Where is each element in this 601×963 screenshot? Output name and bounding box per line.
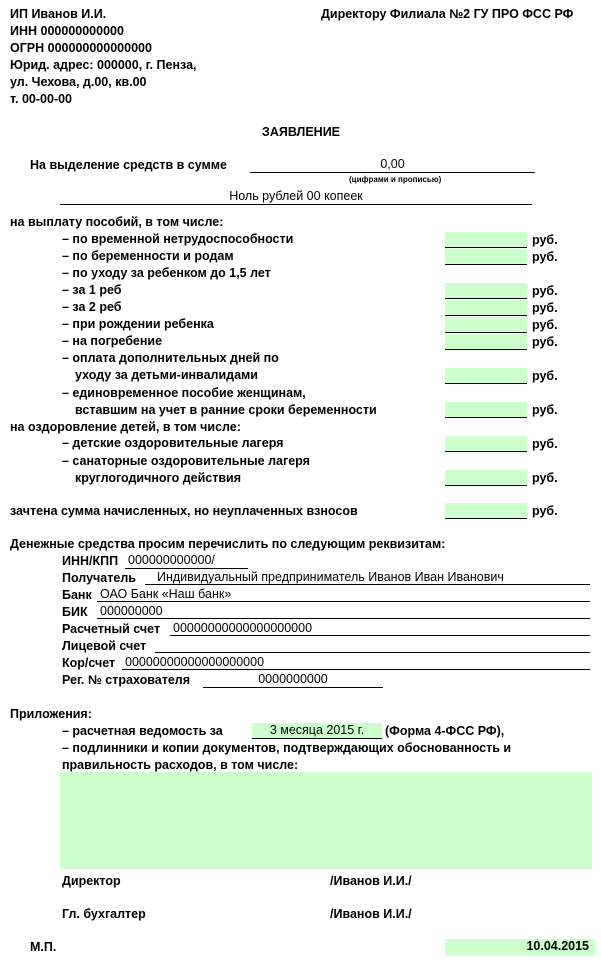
- currency-label: руб.: [532, 335, 558, 349]
- date-field[interactable]: 10.04.2015: [445, 939, 595, 956]
- bik-label: БИК: [62, 605, 88, 619]
- recreation-camps: – детские оздоровительные лагеря: [62, 436, 284, 450]
- amount-label: На выделение средств в сумме: [30, 158, 227, 172]
- attachments-statement-prefix: – расчетная ведомость за: [62, 724, 223, 738]
- benefit-funeral: – на погребение: [62, 334, 163, 348]
- currency-label: руб.: [532, 301, 558, 315]
- benefit-funeral-field[interactable]: [445, 334, 527, 350]
- attachments-statement-suffix: (Форма 4-ФСС РФ),: [385, 724, 505, 738]
- account-value[interactable]: 00000000000000000000: [170, 621, 590, 636]
- account-label: Расчетный счет: [62, 622, 161, 636]
- benefit-sick-leave: – по временной нетрудоспособности: [62, 232, 294, 246]
- corr-account-value[interactable]: 00000000000000000000: [122, 655, 590, 670]
- currency-label: руб.: [532, 403, 558, 417]
- recreation-sanatorium-line2: круглогодичного действия: [75, 471, 242, 485]
- bank-value[interactable]: ОАО Банк «Наш банк»: [97, 587, 590, 602]
- accountant-name: /Иванов И.И./: [330, 907, 412, 921]
- recreation-sanatorium-field[interactable]: [445, 470, 527, 486]
- bik-value[interactable]: 000000000: [97, 604, 590, 619]
- accountant-label: Гл. бухгалтер: [62, 907, 146, 921]
- benefit-extra-days-field[interactable]: [445, 368, 527, 384]
- currency-label: руб.: [532, 318, 558, 332]
- amount-note: (цифрами и прописью): [349, 175, 442, 184]
- stamp-label: М.П.: [30, 940, 57, 954]
- recreation-camps-field[interactable]: [445, 436, 527, 452]
- bank-label: Банк: [62, 588, 92, 602]
- bank-header: Денежные средства просим перечислить по следующим реквизитам:: [10, 537, 446, 551]
- inn-kpp-label: ИНН/КПП: [62, 554, 119, 568]
- recipient-header: Директору Филиала №2 ГУ ПРО ФСС РФ: [321, 7, 574, 21]
- sender-name: ИП Иванов И.И.: [10, 7, 107, 21]
- recipient-label: Получатель: [62, 571, 136, 585]
- benefit-second-child: – за 2 реб: [62, 300, 122, 314]
- recipient-value[interactable]: Индивидуальный предприниматель Иванов Иван Иванович: [145, 570, 590, 585]
- benefit-early-registration-field[interactable]: [445, 402, 527, 418]
- document-title: ЗАЯВЛЕНИЕ: [262, 125, 341, 139]
- attachments-header: Приложения:: [10, 707, 92, 721]
- currency-label: руб.: [532, 369, 558, 383]
- benefit-maternity-field[interactable]: [445, 249, 527, 265]
- recreation-sanatorium-line1: – санаторные оздоровительные лагеря: [62, 454, 310, 468]
- benefit-early-registration-line1: – единовременное пособие женщинам,: [62, 386, 306, 400]
- benefit-extra-days-line2: уходу за детьми-инвалидами: [75, 368, 258, 382]
- currency-label: руб.: [532, 437, 558, 451]
- amount-words[interactable]: Ноль рублей 00 копеек: [60, 189, 532, 205]
- benefit-maternity: – по беременности и родам: [62, 249, 234, 263]
- sender-address-line2: ул. Чехова, д.00, кв.00: [10, 75, 147, 89]
- personal-account-value[interactable]: [155, 638, 590, 653]
- sender-ogrn: ОГРН 000000000000000: [10, 41, 152, 55]
- benefit-birth: – при рождении ребенка: [62, 317, 214, 331]
- insurer-reg-value[interactable]: 0000000000: [203, 672, 383, 688]
- sender-address-line1: Юрид. адрес: 000000, г. Пенза,: [10, 58, 197, 72]
- statement-period-field[interactable]: 3 месяца 2015 г.: [252, 723, 382, 739]
- director-label: Директор: [62, 874, 121, 888]
- benefit-sick-leave-field[interactable]: [445, 232, 527, 248]
- benefit-extra-days-line1: – оплата дополнительных дней по: [62, 351, 279, 365]
- currency-label: руб.: [532, 471, 558, 485]
- recreation-header: на оздоровление детей, в том числе:: [10, 420, 241, 434]
- benefit-first-child-field[interactable]: [445, 283, 527, 299]
- benefit-birth-field[interactable]: [445, 317, 527, 333]
- currency-label: руб.: [532, 504, 558, 518]
- attachments-list-area[interactable]: [60, 772, 592, 869]
- inn-kpp-value[interactable]: 000000000000/: [125, 553, 248, 569]
- benefit-early-registration-line2: вставшим на учет в ранние сроки беременности: [75, 403, 377, 417]
- attachments-documents-line2: правильность расходов, в том числе:: [62, 758, 299, 772]
- credited-label: зачтена сумма начисленных, но неуплаченных взносов: [10, 504, 358, 518]
- director-name: /Иванов И.И./: [330, 874, 412, 888]
- credited-field[interactable]: [445, 503, 527, 519]
- benefit-first-child: – за 1 реб: [62, 283, 122, 297]
- sender-phone: т. 00-00-00: [10, 92, 73, 106]
- amount-value[interactable]: 0,00: [250, 157, 535, 173]
- personal-account-label: Лицевой счет: [62, 639, 147, 653]
- attachments-documents-line1: – подлинники и копии документов, подтверждающих обоснованность и: [62, 741, 512, 755]
- corr-account-label: Кор/счет: [62, 656, 116, 670]
- benefit-second-child-field[interactable]: [445, 300, 527, 316]
- benefits-header: на выплату пособий, в том числе:: [10, 215, 224, 229]
- currency-label: руб.: [532, 284, 558, 298]
- sender-inn: ИНН 000000000000: [10, 24, 124, 38]
- currency-label: руб.: [532, 250, 558, 264]
- benefit-childcare: – по уходу за ребенком до 1,5 лет: [62, 266, 271, 280]
- currency-label: руб.: [532, 233, 558, 247]
- insurer-reg-label: Рег. № страхователя: [62, 673, 191, 687]
